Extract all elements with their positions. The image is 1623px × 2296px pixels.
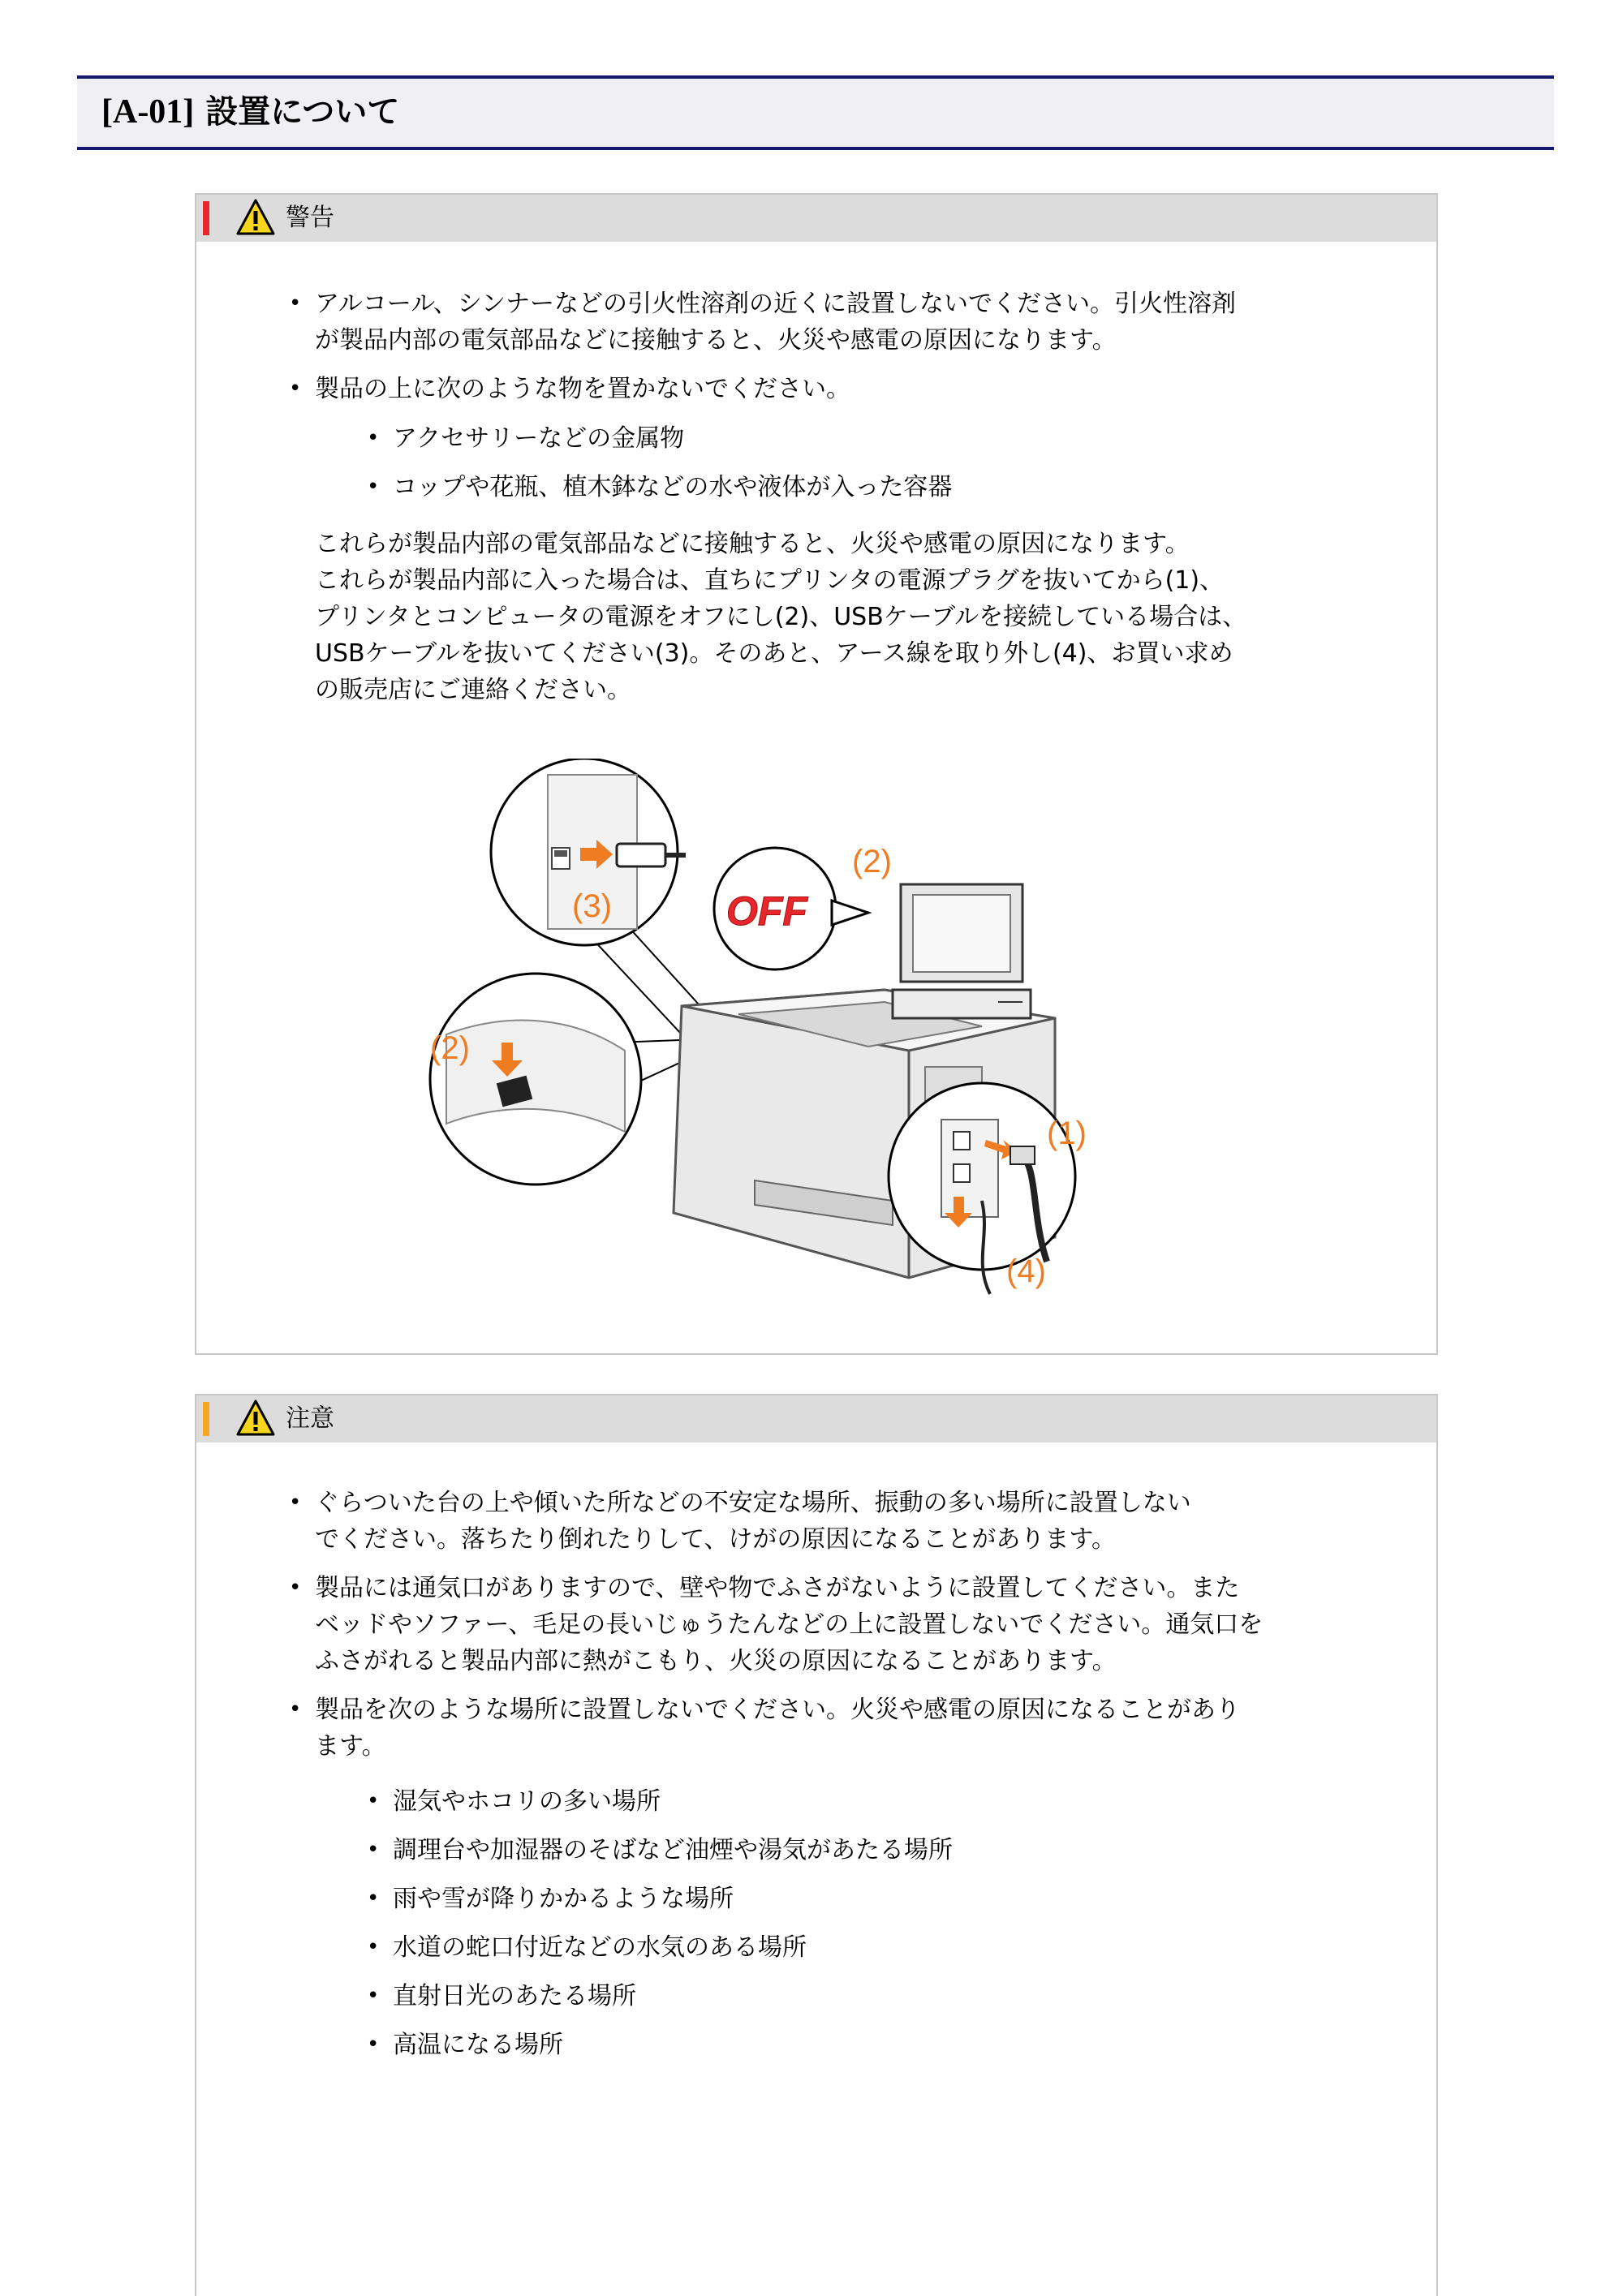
step-label-1: (1) xyxy=(1047,1116,1087,1151)
warning-accent-bar xyxy=(203,201,209,235)
list-item: • 高温になる場所 xyxy=(393,2027,953,2063)
page-title xyxy=(101,90,399,134)
warning-paragraph: これらが製品内部の電気部品などに接触すると、火災や感電の原因になります。 これらが製品内部に入った場合は、直ちにプリンタの電源プラグを抜いてから(1)、 プリンタとコンピュータの電源をオフにし(2)、USBケーブルを接続している場合は、 USBケーブルを抜いてください(3)。そのあと、アース線を取り外し(4)、お買い求め の販売店にご連絡ください。 xyxy=(315,530,1247,704)
warning-sub-list xyxy=(393,420,952,505)
step-label-2-button: (2) xyxy=(430,1030,470,1066)
page-header xyxy=(77,75,1554,150)
step-label-3: (3) xyxy=(572,888,612,924)
list-item: • ぐらついた台の上や傾いた所などの不安定な場所、振動の多い場所に設置しない でください。落ちたり倒れたりして、けがの原因になることがあります。 xyxy=(315,1485,1263,1558)
step-label-4: (4) xyxy=(1006,1253,1046,1289)
list-item: • 製品を次のような場所に設置しないでください。火災や感電の原因になることがあり ます。 xyxy=(315,1692,1263,1765)
caution-bullet-list xyxy=(315,1485,1263,1765)
caution-sub-list xyxy=(393,1783,953,2063)
warning-icon xyxy=(235,198,276,240)
step-label-2-pc: (2) xyxy=(852,844,892,879)
caution-header xyxy=(196,1395,1436,1443)
caution-label: 注意 xyxy=(286,1404,334,1433)
list-item: • 調理台や加湿器のそばなど油煙や湯気があたる場所 xyxy=(393,1832,953,1868)
warning-header xyxy=(196,195,1436,242)
off-label: OFF xyxy=(726,888,807,934)
list-item: • アクセサリーなどの金属物 xyxy=(393,420,952,457)
printer-illustration xyxy=(414,759,1217,1310)
list-item: • アルコール、シンナーなどの引火性溶剤の近くに設置しないでください。引火性溶剤 が製品内部の電気部品などに接触すると、火災や感電の原因になります。 xyxy=(315,286,1236,359)
caution-icon xyxy=(235,1399,276,1441)
section-code: [A-01] xyxy=(101,93,195,131)
list-item: • コップや花瓶、植木鉢などの水や液体が入った容器 xyxy=(393,469,952,505)
list-item: • 製品には通気口がありますので、壁や物でふさがないように設置してください。また ベッドやソファー、毛足の長いじゅうたんなどの上に設置しないでください。通気口を ふさがれると製品内部に熱がこもり、火災の原因になることがあります。 xyxy=(315,1570,1263,1679)
list-item: • 製品の上に次のような物を置かないでください。 xyxy=(315,371,1236,407)
warning-label: 警告 xyxy=(286,204,334,232)
warning-bullet-list xyxy=(315,286,1236,407)
caution-accent-bar xyxy=(203,1402,209,1436)
list-item: • 雨や雪が降りかかるような場所 xyxy=(393,1881,953,1917)
caution-box xyxy=(195,1394,1438,2296)
list-item: • 水道の蛇口付近などの水気のある場所 xyxy=(393,1929,953,1966)
section-title: 設置について xyxy=(205,93,400,131)
list-item: • 湿気やホコリの多い場所 xyxy=(393,1783,953,1820)
list-item: • 直射日光のあたる場所 xyxy=(393,1978,953,2014)
